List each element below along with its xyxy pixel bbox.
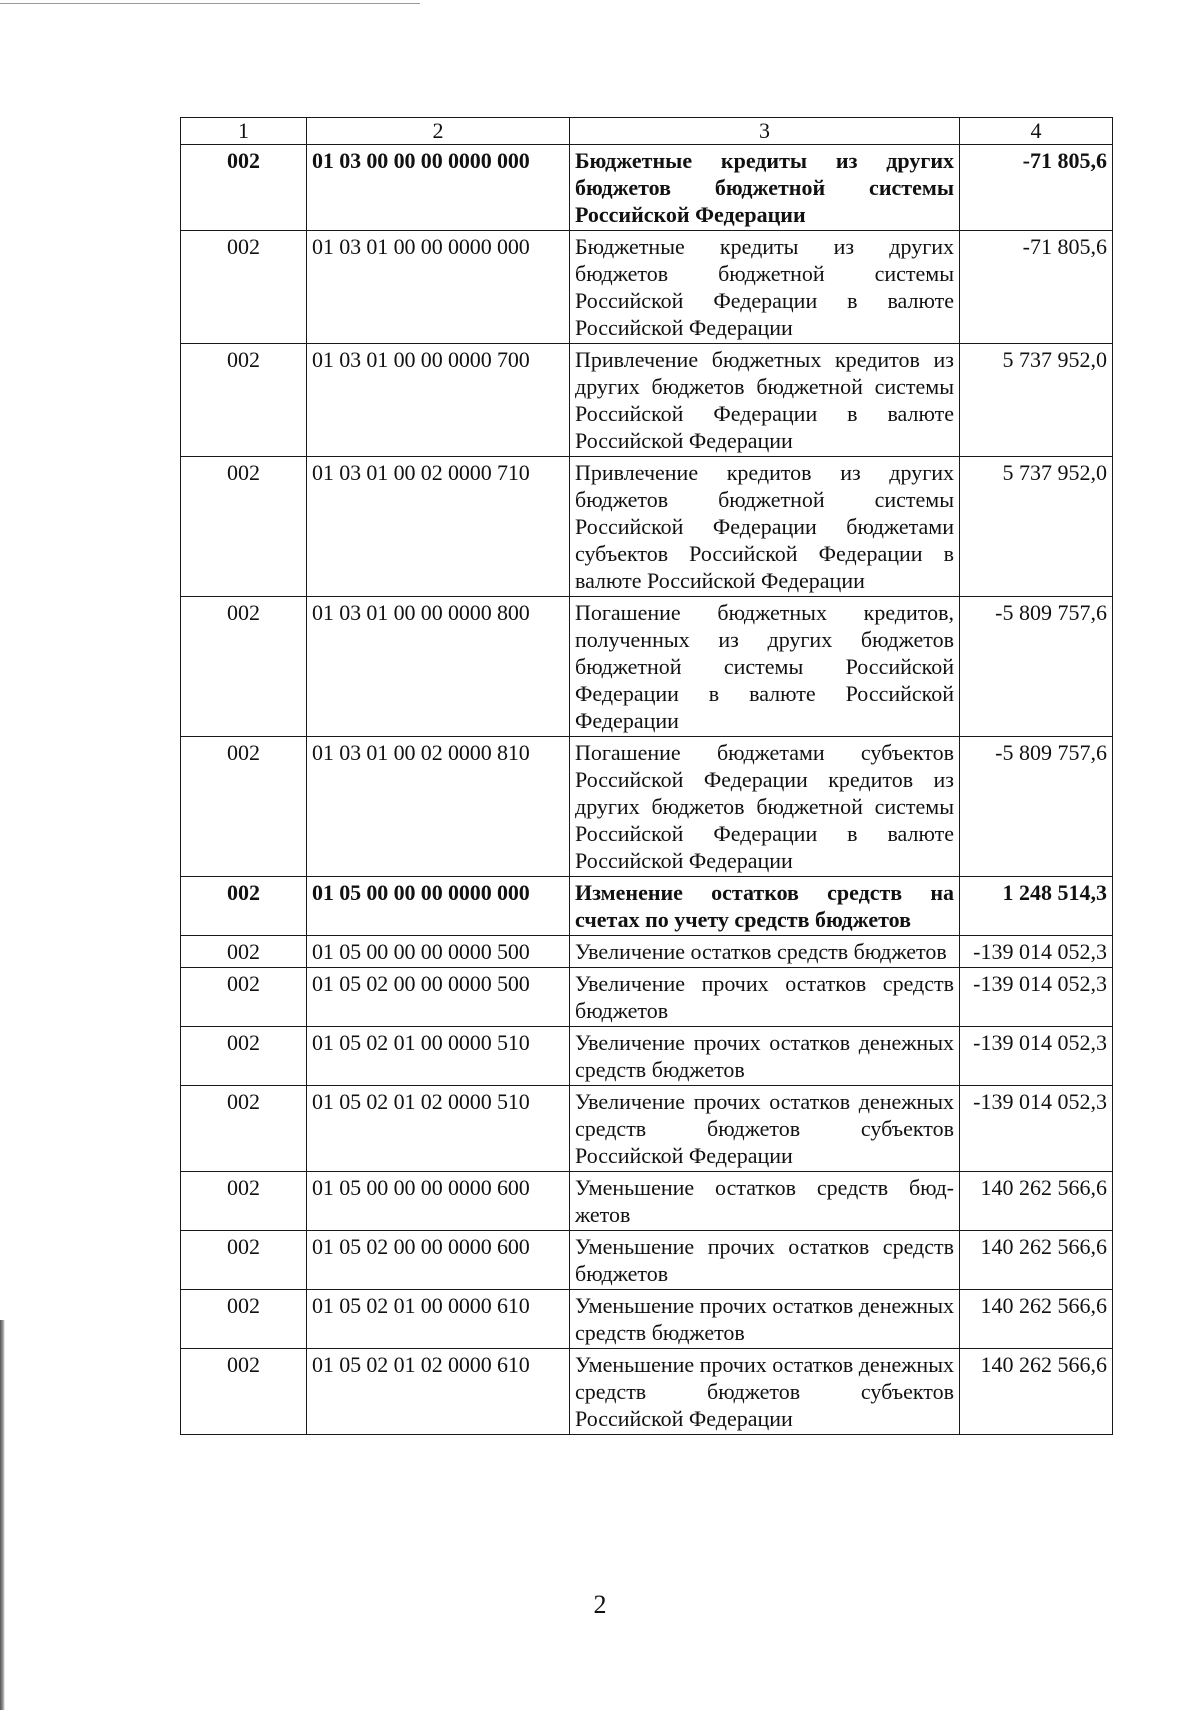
admin-code-cell: 002 — [181, 1027, 307, 1086]
amount-cell: 140 262 566,6 — [960, 1172, 1113, 1231]
budget-code-cell: 01 05 02 01 00 0000 510 — [307, 1027, 570, 1086]
budget-code-cell: 01 03 00 00 00 0000 000 — [307, 145, 570, 231]
table-row — [181, 877, 1113, 936]
amount-cell: 1 248 514,3 — [960, 877, 1113, 936]
amount-cell: 140 262 566,6 — [960, 1290, 1113, 1349]
table-row — [181, 1290, 1113, 1349]
source-name-cell: Уменьшение прочих остатков средств бюджетов — [570, 1231, 960, 1290]
admin-code-cell: 002 — [181, 877, 307, 936]
table-row — [181, 1086, 1113, 1172]
admin-code-cell: 002 — [181, 597, 307, 737]
amount-cell: -71 805,6 — [960, 145, 1113, 231]
source-name-cell: Уменьшение прочих остатков денежных средств бюджетов субъектов Российской Федерации — [570, 1349, 960, 1435]
source-name-cell: Привлечение бюджетных кредитов из других бюджетов бюджетной системы Российской Федерации в валюте Российской Федерации — [570, 344, 960, 457]
amount-cell: 140 262 566,6 — [960, 1231, 1113, 1290]
budget-code-cell: 01 05 00 00 00 0000 600 — [307, 1172, 570, 1231]
amount-cell: 140 262 566,6 — [960, 1349, 1113, 1435]
admin-code-cell: 002 — [181, 145, 307, 231]
scan-artifact-line — [0, 3, 420, 4]
admin-code-cell: 002 — [181, 968, 307, 1027]
budget-code-cell: 01 03 01 00 00 0000 000 — [307, 231, 570, 344]
page-number: 2 — [593, 1590, 607, 1619]
table-row — [181, 936, 1113, 968]
admin-code-cell: 002 — [181, 737, 307, 877]
amount-cell: -139 014 052,3 — [960, 936, 1113, 968]
table-row — [181, 737, 1113, 877]
amount-cell: -71 805,6 — [960, 231, 1113, 344]
admin-code-cell: 002 — [181, 1290, 307, 1349]
admin-code-cell: 002 — [181, 1231, 307, 1290]
source-name-cell: Привлечение кредитов из других бюджетов бюджетной системы Российской Федерации бюджетами субъектов Российской Федерации в валюте Российской Федерации — [570, 457, 960, 597]
admin-code-cell: 002 — [181, 1172, 307, 1231]
source-name-cell: Увеличение прочих остатков денежных средств бюджетов — [570, 1027, 960, 1086]
amount-cell: 5 737 952,0 — [960, 457, 1113, 597]
table-row — [181, 231, 1113, 344]
budget-code-cell: 01 03 01 00 00 0000 800 — [307, 597, 570, 737]
amount-cell: -139 014 052,3 — [960, 1027, 1113, 1086]
table-row — [181, 344, 1113, 457]
table-row — [181, 597, 1113, 737]
source-name-cell: Увеличение прочих остатков денежных средств бюджетов субъектов Российской Федерации — [570, 1086, 960, 1172]
budget-code-cell: 01 05 00 00 00 0000 000 — [307, 877, 570, 936]
budget-code-cell: 01 05 02 01 00 0000 610 — [307, 1290, 570, 1349]
amount-cell: -5 809 757,6 — [960, 597, 1113, 737]
amount-cell: -139 014 052,3 — [960, 968, 1113, 1027]
budget-code-cell: 01 05 02 00 00 0000 500 — [307, 968, 570, 1027]
amount-cell: 5 737 952,0 — [960, 344, 1113, 457]
budget-code-cell: 01 05 02 01 02 0000 510 — [307, 1086, 570, 1172]
table-row — [181, 457, 1113, 597]
source-name-cell: Уменьшение прочих остатков денежных средств бюджетов — [570, 1290, 960, 1349]
source-name-cell: Погашение бюджетами субъектов Российской Федерации кредитов из других бюджетов бюджетной системы Российской Федерации в валюте Российской Федерации — [570, 737, 960, 877]
source-name-cell: Бюджетные кредиты из других бюджетов бюджетной системы Российской Федерации — [570, 145, 960, 231]
budget-code-cell: 01 05 02 00 00 0000 600 — [307, 1231, 570, 1290]
table-row — [181, 1172, 1113, 1231]
source-name-cell: Увеличение прочих остатков средств бюджетов — [570, 968, 960, 1027]
table-row — [181, 968, 1113, 1027]
table-row — [181, 1231, 1113, 1290]
admin-code-cell: 002 — [181, 231, 307, 344]
admin-code-cell: 002 — [181, 457, 307, 597]
column-header-2: 2 — [307, 118, 570, 145]
table-row — [181, 1027, 1113, 1086]
table-row — [181, 1349, 1113, 1435]
budget-code-cell: 01 05 02 01 02 0000 610 — [307, 1349, 570, 1435]
table-row — [181, 145, 1113, 231]
source-name-cell: Уменьшение остатков средств бюджетов — [570, 1172, 960, 1231]
budget-code-cell: 01 03 01 00 02 0000 810 — [307, 737, 570, 877]
budget-code-cell: 01 05 00 00 00 0000 500 — [307, 936, 570, 968]
source-name-cell: Увеличение остатков средств бюджетов — [570, 936, 960, 968]
admin-code-cell: 002 — [181, 936, 307, 968]
admin-code-cell: 002 — [181, 1086, 307, 1172]
amount-cell: -139 014 052,3 — [960, 1086, 1113, 1172]
admin-code-cell: 002 — [181, 1349, 307, 1435]
amount-cell: -5 809 757,6 — [960, 737, 1113, 877]
source-name-cell: Бюджетные кредиты из других бюджетов бюджетной системы Российской Федерации в валюте Российской Федерации — [570, 231, 960, 344]
budget-sources-table — [180, 117, 1113, 1435]
table-body — [181, 145, 1113, 1435]
source-name-cell: Погашение бюджетных кредитов, полученных из других бюджетов бюджетной системы Российской Федерации в валюте Российской Федерации — [570, 597, 960, 737]
source-name-cell: Изменение остатков средств на счетах по учету средств бюджетов — [570, 877, 960, 936]
budget-code-cell: 01 03 01 00 00 0000 700 — [307, 344, 570, 457]
admin-code-cell: 002 — [181, 344, 307, 457]
table-header-row — [181, 118, 1113, 145]
budget-code-cell: 01 03 01 00 02 0000 710 — [307, 457, 570, 597]
scan-artifact-edge — [0, 1320, 5, 1710]
column-header-3: 3 — [570, 118, 960, 145]
column-header-1: 1 — [181, 118, 307, 145]
column-header-4: 4 — [960, 118, 1113, 145]
